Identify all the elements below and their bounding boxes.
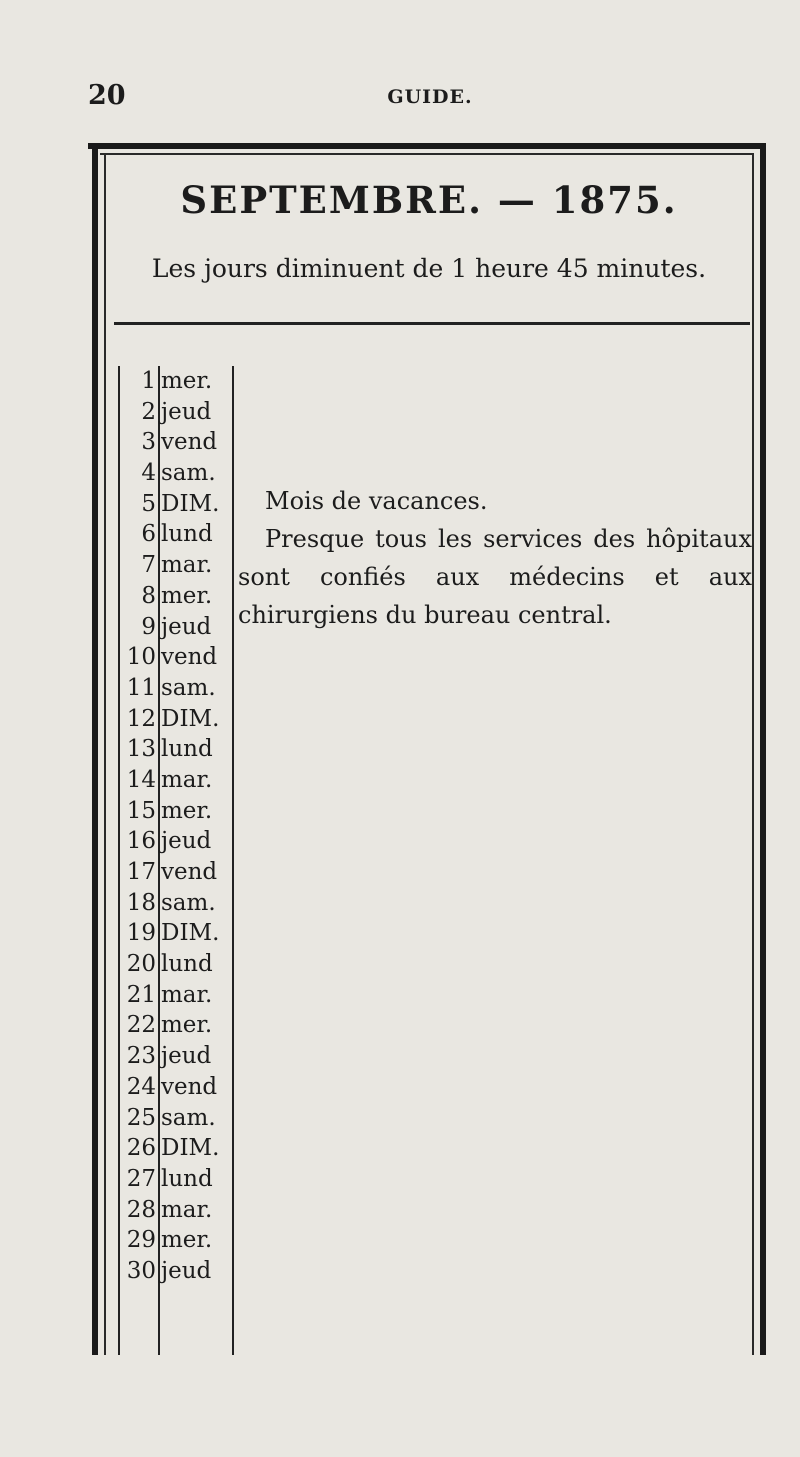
day-row [112,519,242,550]
day-number: 11 [126,674,156,701]
weekday-name: DIM. [161,490,220,517]
weekday-name: jeud [161,613,212,640]
day-row [112,489,242,520]
weekday-name: DIM. [161,1135,220,1162]
day-row [112,458,242,489]
day-row [112,888,242,919]
day-row [112,1010,242,1041]
day-row [112,1195,242,1226]
day-row [112,366,242,397]
weekday-name: vend [161,859,218,885]
weekday-name: mar. [161,766,213,793]
day-row [112,1225,242,1256]
day-row [112,796,242,827]
header-rule [114,322,750,325]
day-number: 25 [126,1104,156,1131]
day-row [112,918,242,949]
note-vacation: Mois de vacances. [265,487,488,515]
weekday-name: vend [161,644,218,671]
day-row [112,642,242,673]
day-row [112,826,242,857]
weekday-name: DIM. [161,920,220,947]
day-number: 3 [141,429,156,456]
day-number: 24 [126,1073,156,1100]
day-number: 19 [126,920,156,947]
day-number: 4 [141,460,156,487]
day-number: 27 [126,1165,156,1192]
day-number: 7 [141,552,156,579]
page-number: 20 [88,80,126,111]
day-number: 22 [126,1012,156,1039]
day-length-note: Les jours diminuent de 1 heure 45 minutes. [151,254,707,283]
frame-top-inner-border [100,153,752,155]
day-number: 20 [126,951,156,978]
day-row [112,427,242,458]
frame-left-border [92,143,98,1355]
weekday-name: jeud [161,1043,212,1070]
day-row [112,1041,242,1072]
day-number: 30 [126,1257,156,1284]
weekday-name: mer. [161,797,213,824]
day-number: 29 [126,1227,156,1254]
day-number: 13 [126,736,156,763]
weekday-name: lund [161,1165,213,1192]
day-row [112,673,242,704]
day-row [112,397,242,428]
weekday-name: jeud [161,828,212,855]
day-number: 8 [141,582,156,609]
day-row [112,1133,242,1164]
day-row [112,949,242,980]
weekday-name: vend [161,429,218,456]
day-row [112,581,242,612]
weekday-name: mar. [161,981,213,1008]
day-number: 18 [126,889,156,916]
weekday-name: sam. [161,1104,216,1131]
weekday-name: mer. [161,1227,213,1254]
day-row [112,1103,242,1134]
day-row [112,734,242,765]
day-number: 14 [126,766,156,793]
day-list [112,366,242,1287]
weekday-name: sam. [161,674,216,701]
day-row [112,980,242,1011]
weekday-name: lund [161,521,213,548]
frame-left-inner-border [104,153,106,1355]
frame-top-border [88,143,764,149]
day-row [112,612,242,643]
day-row [112,704,242,735]
day-row [112,550,242,581]
day-number: 1 [141,368,156,394]
day-number: 26 [126,1135,156,1162]
weekday-name: sam. [161,889,216,916]
weekday-name: DIM. [161,705,220,732]
day-number: 2 [141,398,156,425]
day-number: 16 [126,828,156,855]
day-number: 15 [126,797,156,824]
day-number: 12 [126,705,156,732]
day-number: 9 [141,613,156,640]
day-number: 17 [126,859,156,885]
running-head: GUIDE. [387,86,473,108]
day-number: 5 [141,490,156,517]
weekday-name: mer. [161,582,213,609]
weekday-name: mar. [161,1196,213,1223]
day-number: 28 [126,1196,156,1223]
weekday-name: jeud [161,398,212,425]
weekday-name: lund [161,736,213,763]
day-number: 21 [126,981,156,1008]
month-title: SEPTEMBRE. — 1875. [180,178,678,222]
frame-right-border [760,143,766,1355]
weekday-name: vend [161,1073,218,1100]
day-number: 10 [126,644,156,671]
weekday-name: sam. [161,460,216,487]
weekday-name: lund [161,951,213,978]
day-row [112,1164,242,1195]
weekday-name: mer. [161,1012,213,1039]
day-row [112,857,242,888]
month-notes [238,482,752,634]
day-row [112,765,242,796]
frame-right-inner-border [752,153,754,1355]
weekday-name: mer. [161,368,213,394]
day-number: 23 [126,1043,156,1070]
day-number: 6 [141,521,156,548]
day-row [112,1072,242,1103]
weekday-name: mar. [161,552,213,579]
weekday-name: jeud [161,1257,212,1284]
note-hospital-services: Presque tous les services des hôpitaux sont confiés aux médecins et aux chirurgiens du bureau central. [238,525,752,629]
day-row [112,1256,242,1287]
